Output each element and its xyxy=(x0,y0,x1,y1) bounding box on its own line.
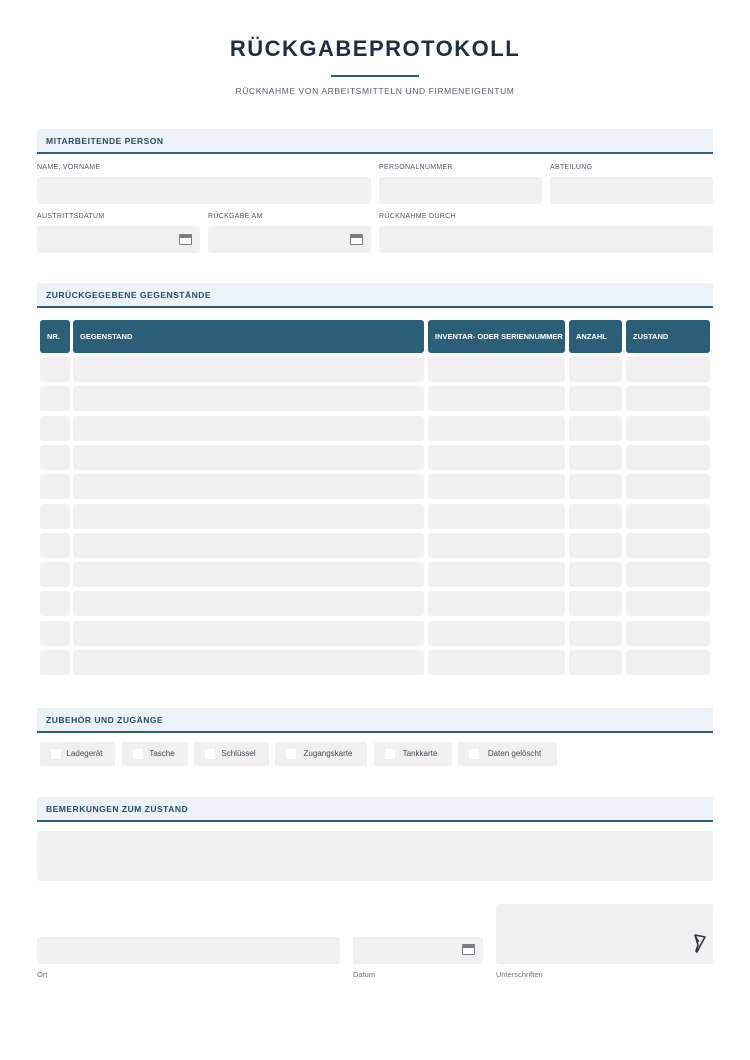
personnel-number-label: PERSONALNUMMER xyxy=(379,164,453,171)
section-remarks-title: BEMERKUNGEN ZUM ZUSTAND xyxy=(37,797,713,822)
cell-condition[interactable] xyxy=(626,416,710,441)
cell-quantity[interactable] xyxy=(569,650,622,675)
cell-serial-number[interactable] xyxy=(428,621,565,646)
option-label: Tasche xyxy=(149,749,175,758)
exit-date-field[interactable] xyxy=(37,226,200,253)
option-label: Daten gelöscht xyxy=(487,749,542,758)
cell-item[interactable] xyxy=(73,357,424,382)
cell-item[interactable] xyxy=(73,621,424,646)
signature-date-field[interactable] xyxy=(353,937,483,964)
checkbox-option-keys[interactable] xyxy=(194,742,269,766)
cell-nr[interactable] xyxy=(40,416,70,441)
column-header-serial-number: INVENTAR- ODER SERIENNUMMER xyxy=(428,320,565,353)
cell-nr[interactable] xyxy=(40,386,70,411)
cell-condition[interactable] xyxy=(626,474,710,499)
checkbox-option-bag[interactable] xyxy=(122,742,188,766)
date-label: Datum xyxy=(353,970,376,979)
return-date-field[interactable] xyxy=(208,226,371,253)
cell-condition[interactable] xyxy=(626,621,710,646)
cell-nr[interactable] xyxy=(40,474,70,499)
section-accessories-title: ZUBEHÖR UND ZUGÄNGE xyxy=(37,708,713,733)
personnel-number-field[interactable] xyxy=(379,177,542,204)
cell-nr[interactable] xyxy=(40,445,70,470)
remarks-textarea[interactable] xyxy=(37,831,713,881)
cell-condition[interactable] xyxy=(626,386,710,411)
signatures-label: Unterschriften xyxy=(496,970,543,979)
cell-condition[interactable] xyxy=(626,562,710,587)
cell-quantity[interactable] xyxy=(569,533,622,558)
section-employee-title: MITARBEITENDE PERSON xyxy=(37,129,713,154)
received-by-label: RÜCKNAHME DURCH xyxy=(379,213,456,220)
return-date-label: RÜCKGABE AM xyxy=(208,213,263,220)
option-label: Schlüssel xyxy=(221,749,256,758)
column-header-nr: NR. xyxy=(40,320,70,353)
page-subtitle: RÜCKNAHME VON ARBEITSMITTELN UND FIRMENEIGENTUM xyxy=(235,86,515,96)
section-items-title: ZURÜCKGEGEBENE GEGENSTÄNDE xyxy=(37,283,713,308)
column-header-quantity: ANZAHL xyxy=(569,320,622,353)
cell-quantity[interactable] xyxy=(569,562,622,587)
checkbox-option-data-deleted[interactable] xyxy=(458,742,557,766)
cell-item[interactable] xyxy=(73,416,424,441)
cell-item[interactable] xyxy=(73,591,424,616)
cell-condition[interactable] xyxy=(626,533,710,558)
option-label: Tankkarte xyxy=(402,749,438,758)
cell-condition[interactable] xyxy=(626,445,710,470)
department-label: ABTEILUNG xyxy=(550,164,593,171)
received-by-field[interactable] xyxy=(379,226,713,253)
place-field[interactable] xyxy=(37,937,340,964)
pen-nib-icon xyxy=(693,934,707,954)
cell-nr[interactable] xyxy=(40,650,70,675)
cell-serial-number[interactable] xyxy=(428,650,565,675)
column-header-condition: ZUSTAND xyxy=(626,320,710,353)
cell-serial-number[interactable] xyxy=(428,416,565,441)
cell-serial-number[interactable] xyxy=(428,386,565,411)
checkbox-option-charger[interactable] xyxy=(40,742,115,766)
cell-serial-number[interactable] xyxy=(428,591,565,616)
cell-item[interactable] xyxy=(73,533,424,558)
name-field[interactable] xyxy=(37,177,371,204)
cell-serial-number[interactable] xyxy=(428,504,565,529)
checkbox-option-fuel-card[interactable] xyxy=(374,742,452,766)
checkbox-option-access-card[interactable] xyxy=(275,742,367,766)
calendar-icon[interactable] xyxy=(462,944,475,955)
cell-quantity[interactable] xyxy=(569,357,622,382)
cell-condition[interactable] xyxy=(626,650,710,675)
place-label: Ort xyxy=(37,970,48,979)
cell-item[interactable] xyxy=(73,504,424,529)
option-label: Zugangskarte xyxy=(303,749,353,758)
signature-field[interactable] xyxy=(496,904,713,964)
department-field[interactable] xyxy=(550,177,713,204)
cell-nr[interactable] xyxy=(40,504,70,529)
cell-condition[interactable] xyxy=(626,504,710,529)
cell-quantity[interactable] xyxy=(569,386,622,411)
calendar-icon[interactable] xyxy=(350,234,363,245)
cell-nr[interactable] xyxy=(40,621,70,646)
title-divider xyxy=(331,75,419,77)
calendar-icon[interactable] xyxy=(179,234,192,245)
cell-quantity[interactable] xyxy=(569,621,622,646)
cell-item[interactable] xyxy=(73,474,424,499)
cell-serial-number[interactable] xyxy=(428,562,565,587)
cell-serial-number[interactable] xyxy=(428,474,565,499)
column-header-item: GEGENSTAND xyxy=(73,320,424,353)
cell-item[interactable] xyxy=(73,386,424,411)
cell-quantity[interactable] xyxy=(569,445,622,470)
cell-quantity[interactable] xyxy=(569,591,622,616)
name-label: NAME, VORNAME xyxy=(37,164,101,171)
cell-serial-number[interactable] xyxy=(428,445,565,470)
exit-date-label: AUSTRITTSDATUM xyxy=(37,213,105,220)
cell-nr[interactable] xyxy=(40,533,70,558)
cell-quantity[interactable] xyxy=(569,504,622,529)
cell-serial-number[interactable] xyxy=(428,533,565,558)
cell-serial-number[interactable] xyxy=(428,357,565,382)
cell-nr[interactable] xyxy=(40,562,70,587)
page-title: RÜCKGABEPROTOKOLL xyxy=(229,36,521,61)
cell-item[interactable] xyxy=(73,650,424,675)
cell-item[interactable] xyxy=(73,562,424,587)
cell-item[interactable] xyxy=(73,445,424,470)
cell-quantity[interactable] xyxy=(569,474,622,499)
cell-nr[interactable] xyxy=(40,591,70,616)
cell-condition[interactable] xyxy=(626,357,710,382)
cell-condition[interactable] xyxy=(626,591,710,616)
cell-nr[interactable] xyxy=(40,357,70,382)
cell-quantity[interactable] xyxy=(569,416,622,441)
option-label: Ladegerät xyxy=(66,749,103,758)
